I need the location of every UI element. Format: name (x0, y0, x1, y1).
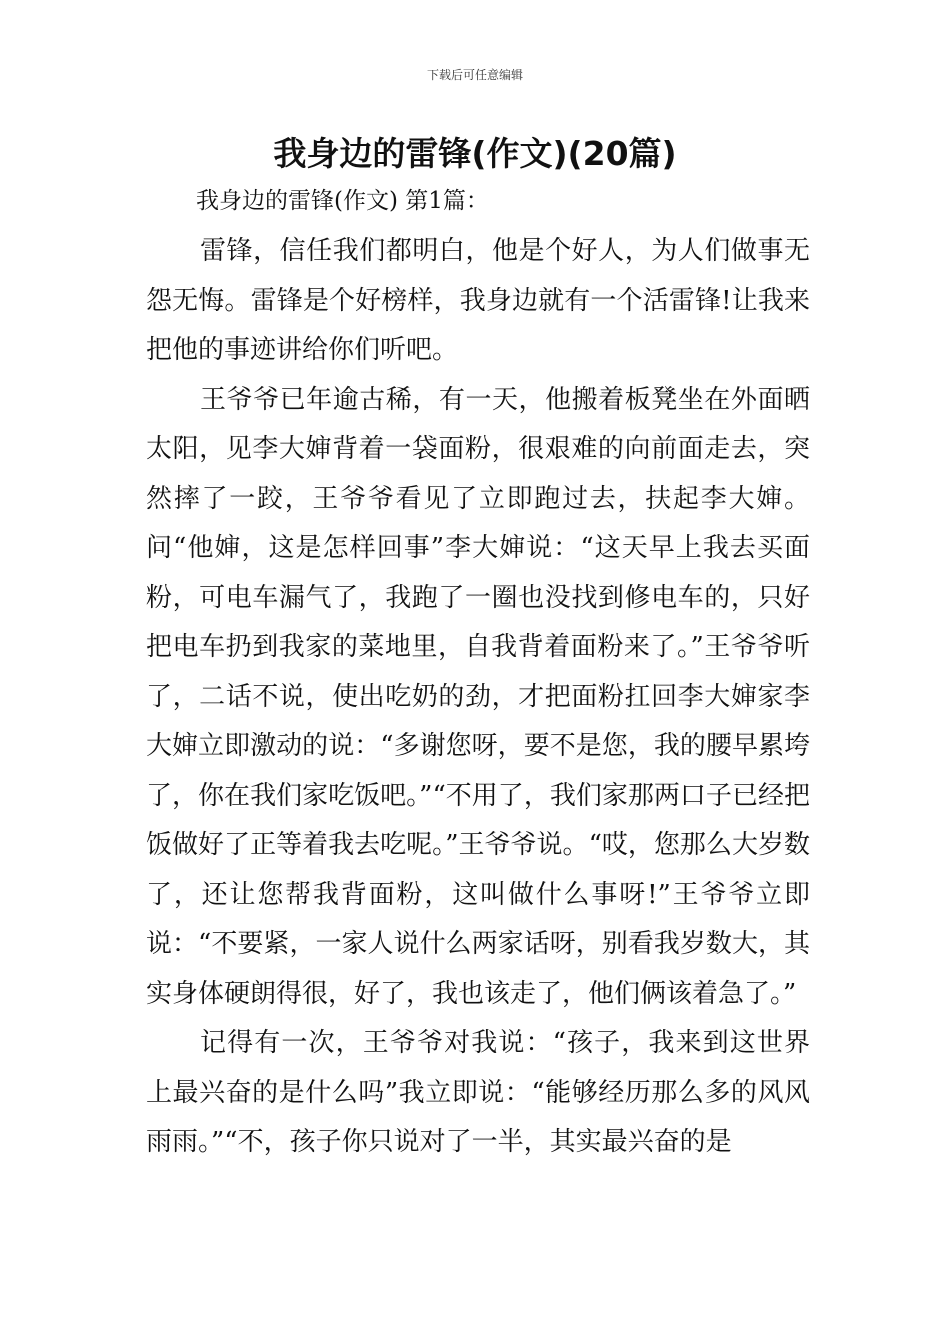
section-subtitle: 我身边的雷锋(作文) 第1篇： (196, 188, 489, 214)
article-body (146, 227, 810, 1168)
page-header-note: 下载后可任意编辑 (426, 68, 523, 82)
paragraph-1: 雷锋，信任我们都明白，他是个好人，为人们做事无怨无悔。雷锋是个好榜样，我身边就有一个活雷锋!让我来把他的事迹讲给你们听吧。 (146, 236, 810, 365)
paragraph-2: 王爷爷已年逾古稀，有一天，他搬着板凳坐在外面晒太阳，见李大婶背着一袋面粉，很艰难的向前面走去，突然摔了一跤，王爷爷看见了立即跑过去，扶起李大婶。问“他婶，这是怎样回事”李大婶说：“这天早上我去买面粉，可电车漏气了，我跑了一圈也没找到修电车的，只好把电车扔到我家的菜地里，自我背着面粉来了。”王爷爷听了，二话不说，使出吃奶的劲，才把面粉扛回李大婶家李大婶立即激动的说：“多谢您呀，要不是您，我的腰早累垮了，你在我们家吃饭吧。”“不用了，我们家那两口子已经把饭做好了正等着我去吃呢。”王爷爷说。“哎，您那么大岁数了，还让您帮我背面粉，这叫做什么事呀!”王爷爷立即说：“不要紧，一家人说什么两家话呀，别看我岁数大，其实身体硬朗得很，好了，我也该走了，他们俩该着急了。” (146, 384, 810, 1009)
paragraph-3: 记得有一次，王爷爷对我说：“孩子，我来到这世界上最兴奋的是什么吗”我立即说：“能够经历那么多的风风雨雨。”“不，孩子你只说对了一半，其实最兴奋的是 (146, 1028, 810, 1157)
document-title: 我身边的雷锋(作文)(20篇) (273, 134, 677, 173)
